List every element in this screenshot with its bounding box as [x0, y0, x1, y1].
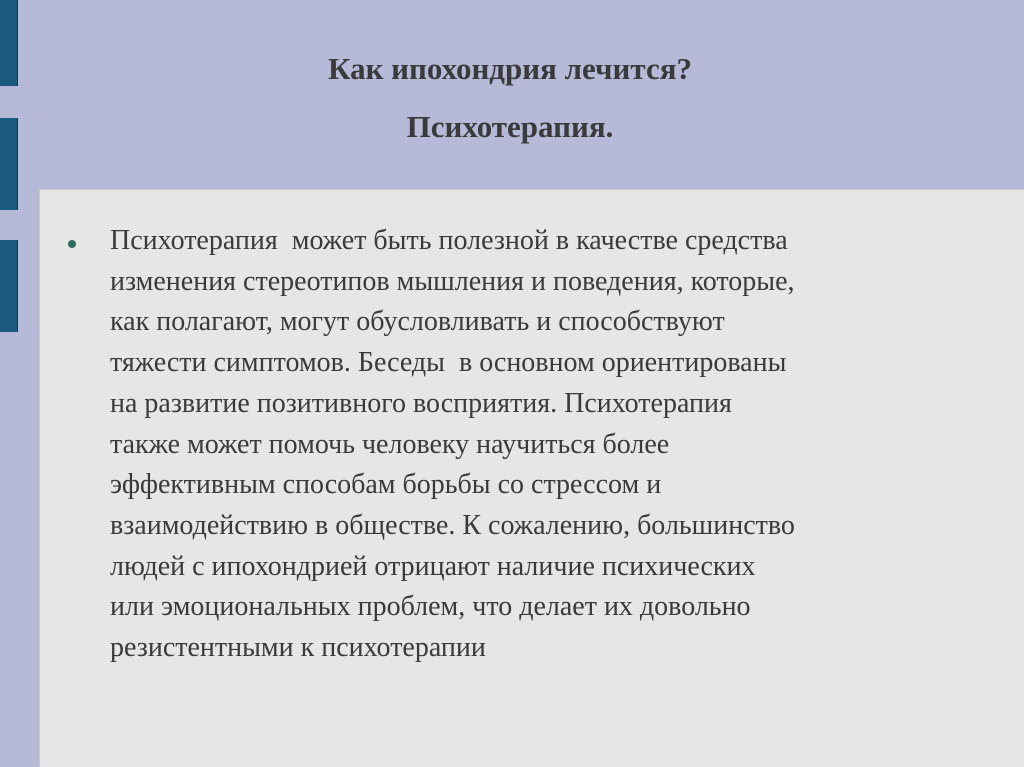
paragraph-line: Психотерапия может быть полезной в качестве средства — [110, 225, 788, 256]
paragraph-line: резистентными к психотерапии — [110, 632, 486, 664]
paragraph-line: взаимодействию в обществе. К сожалению, большинство — [110, 509, 795, 541]
paragraph-line: на развитие позитивного восприятия. Психотерапия — [110, 387, 732, 419]
paragraph-line: эффективным способам борьбы со стрессом и — [110, 469, 662, 501]
slide-title-line-1: Как ипохондрия лечится? — [328, 51, 692, 86]
paragraph-line: или эмоциональных проблем, что делает их довольно — [110, 591, 751, 623]
paragraph-line: людей с ипохондрией отрицают наличие психических — [110, 550, 756, 582]
paragraph-line: также может помочь человеку научиться более — [110, 428, 670, 460]
left-accent-bar-top — [0, 0, 18, 86]
paragraph-line: изменения стереотипов мышления и поведения, которые, — [110, 265, 795, 297]
slide-title-line-2: Психотерапия. — [406, 109, 614, 144]
bullet-paragraph — [110, 221, 990, 669]
paragraph-line: тяжести симптомов. Беседы в основном ориентированы — [110, 347, 787, 379]
bullet-dot-icon — [68, 240, 76, 248]
left-accent-bar-middle — [0, 118, 18, 210]
left-accent-bar-bottom — [0, 240, 18, 332]
slide-title — [100, 40, 920, 156]
paragraph-line: как полагают, могут обусловливать и способствуют — [110, 306, 725, 338]
